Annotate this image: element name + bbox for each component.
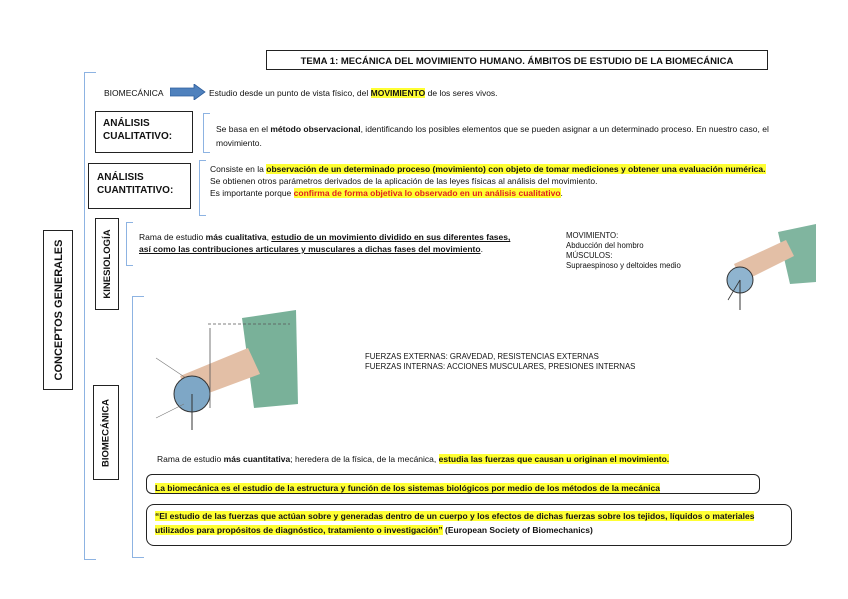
kinesiologia-label: KINESIOLOGÍA — [102, 229, 113, 299]
kinesiologia-info: MOVIMIENTO: Abducción del hombro MÚSCULOS: Supraespinoso y deltoides medio — [566, 231, 681, 270]
kinesiologia-brace — [126, 222, 133, 266]
biomecanica-brace — [132, 296, 144, 558]
kinesiologia-text: Rama de estudio más cualitativa, estudio de un movimiento dividido en sus diferentes fases, así como las contribuciones articulares y musculares a dichas fases del movimiento. — [139, 232, 511, 254]
biomecanica-label: BIOMECÁNICA — [100, 398, 112, 468]
biomecanica-box — [93, 385, 119, 480]
cita-box — [146, 504, 792, 546]
kinesiologia-box — [95, 218, 119, 310]
definicion-box: La biomecánica es el estudio de la estructura y función de los sistemas biológicos por medio de los métodos de la mecánica — [146, 474, 760, 494]
cita-fuente: (European Society of Biomechanics) — [445, 525, 593, 535]
analisis-cualitativo-box: ANÁLISIS CUALITATIVO: — [95, 111, 193, 153]
analisis-cuantitativo-text: Consiste en la observación de un determinado proceso (movimiento) con objeto de tomar mediciones y obtener una evaluación numérica. Se obtienen otros parámetros derivados de la aplicación de las leyes físicas al análisis del movimiento. Es importante porque confirma de forma objetiva lo observado en un análisis cualitativo. — [210, 164, 766, 198]
conceptos-generales-box — [43, 230, 73, 390]
analisis-cualitativo-text: Se basa en el método observacional, identificando los posibles elementos que se pueden asignar a un determinado proceso. En nuestro caso, el movimiento. — [216, 124, 769, 148]
conceptos-generales-label: CONCEPTOS GENERALES — [53, 239, 65, 381]
shoulder-abduction-illustration — [720, 220, 818, 320]
biomecanica-intro-text: Estudio desde un punto de vista físico, del MOVIMIENTO de los seres vivos. — [209, 88, 498, 98]
arm-forces-illustration — [150, 308, 300, 440]
movimiento-highlight: MOVIMIENTO — [370, 88, 426, 98]
cuantitativo-brace — [199, 160, 206, 216]
arrow-right-icon — [170, 84, 206, 100]
page-title: TEMA 1: MECÁNICA DEL MOVIMIENTO HUMANO. ÁMBITOS DE ESTUDIO DE LA BIOMECÁNICA — [300, 56, 734, 67]
cita-text: “El estudio de las fuerzas que actúan sobre y generadas dentro de un cuerpo y los efectos de dichas fuerzas sobre los tejidos, líquidos o materiales utilizados para propósitos de diagnóstico, tratamiento o investigación” — [155, 511, 755, 535]
cualitativo-brace — [203, 113, 210, 153]
biomecanica-intro-label: BIOMECÁNICA — [104, 88, 164, 98]
analisis-cuantitativo-box: ANÁLISIS CUANTITATIVO: — [88, 163, 191, 209]
fuerzas-text: FUERZAS EXTERNAS: GRAVEDAD, RESISTENCIAS EXTERNAS FUERZAS INTERNAS: ACCIONES MUSCULARES, PRESIONES INTERNAS — [365, 352, 636, 371]
title-box — [266, 50, 768, 70]
biomecanica-rama-text: Rama de estudio más cuantitativa; heredera de la física, de la mecánica, estudia las fuerzas que causan u originan el movimiento. — [157, 454, 670, 464]
